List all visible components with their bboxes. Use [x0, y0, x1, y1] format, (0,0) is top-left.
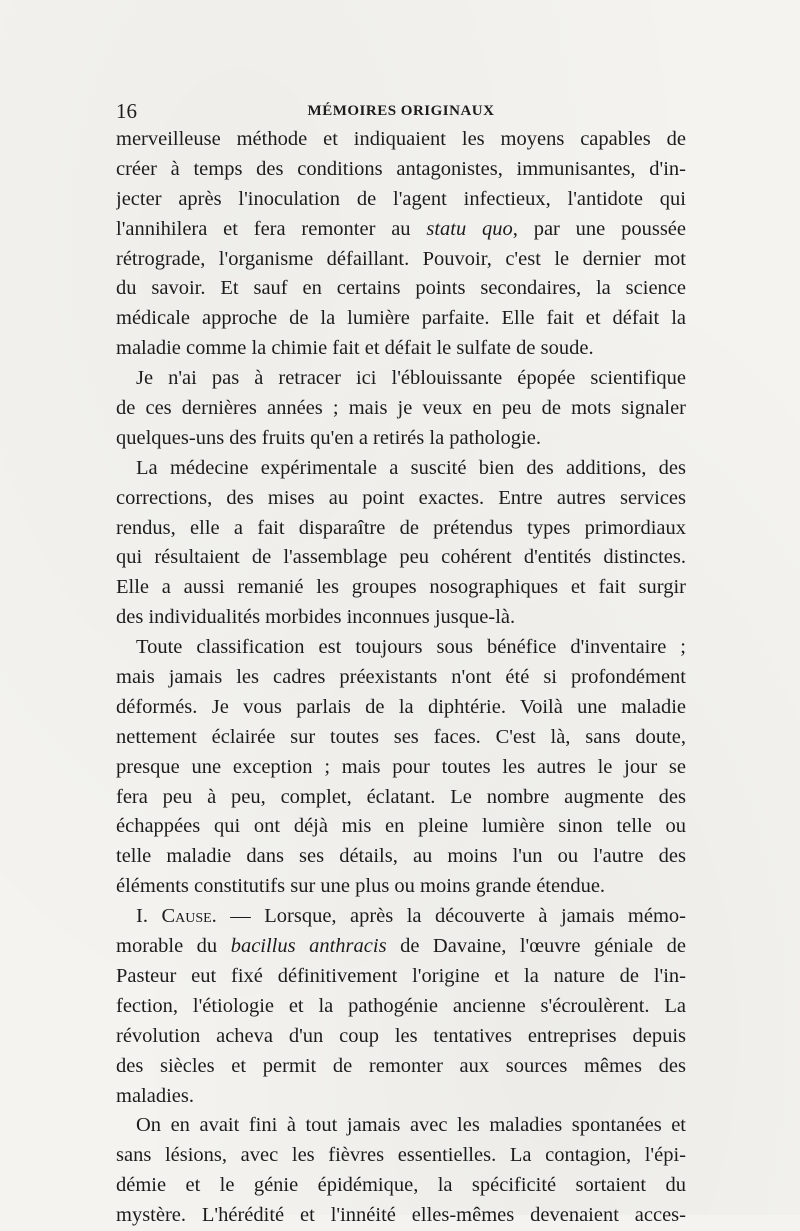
text-line: mais jamais les cadres préexistants n'ont été si profondément — [116, 666, 686, 689]
text-line: maladie comme la chimie fait et défait le sulfate de soude. — [116, 337, 594, 360]
text-line: fera peu à peu, complet, éclatant. Le nombre augmente des — [116, 785, 686, 808]
text-line: qui résultaient de l'assemblage peu cohérent d'entités distinctes. — [116, 546, 686, 569]
page-number: 16 — [116, 99, 137, 123]
text-line: mystère. L'hérédité et l'innéité elles-mêmes devenaient acces- — [116, 1204, 686, 1227]
text-line: Toute classification est toujours sous bénéfice d'inventaire ; — [136, 636, 686, 659]
page-header — [116, 98, 686, 124]
text-line: presque une exception ; mais pour toutes les autres le jour se — [116, 755, 686, 778]
text-line: maladies. — [116, 1084, 194, 1107]
body-text — [116, 125, 686, 1231]
text-line: échappées qui ont déjà mis en pleine lumière sinon telle ou — [116, 815, 686, 838]
text-line: Elle a aussi remanié les groupes nosographiques et fait surgir — [116, 576, 686, 599]
text-line: créer à temps des conditions antagonistes, immunisantes, d'in- — [116, 157, 686, 180]
text-line: sans lésions, avec les fièvres essentielles. La contagion, l'épi- — [116, 1144, 686, 1167]
text-line: merveilleuse méthode et indiquaient les moyens capables de — [116, 128, 686, 150]
running-head: MÉMOIRES ORIGINAUX — [307, 103, 495, 119]
text-line: déformés. Je vous parlais de la diphtérie. Voilà une maladie — [116, 695, 686, 718]
text-line: quelques-uns des fruits qu'en a retirés la pathologie. — [116, 426, 541, 449]
text-line: des individualités morbides inconnues jusque-là. — [116, 606, 516, 629]
text-line: démie et le génie épidémique, la spécificité sortaient du — [116, 1174, 686, 1197]
text-line: du savoir. Et sauf en certains points secondaires, la science — [116, 277, 686, 300]
text-line: révolution acheva d'un coup les tentatives entreprises depuis — [116, 1024, 686, 1047]
text-line: I. Cause. — Lorsque, après la découverte à jamais mémo- — [136, 905, 686, 928]
text-line: La médecine expérimentale a suscité bien des additions, des — [136, 456, 686, 479]
text-line: médicale approche de la lumière parfaite. Elle fait et défait la — [116, 307, 686, 330]
text-line: fection, l'étiologie et la pathogénie ancienne s'écroulèrent. La — [116, 994, 686, 1017]
text-line: éléments constitutifs sur une plus ou moins grande étendue. — [116, 875, 606, 898]
text-line: telle maladie dans ses détails, au moins l'un ou l'autre des — [116, 845, 686, 868]
text-line: nettement éclairée sur toutes ses faces. C'est là, sans doute, — [116, 725, 686, 748]
text-line: de ces dernières années ; mais je veux en peu de mots signaler — [116, 397, 686, 420]
text-line: morable du bacillus anthracis de Davaine, l'œuvre géniale de — [116, 935, 686, 958]
text-line: rendus, elle a fait disparaître de prétendus types primordiaux — [116, 516, 686, 539]
text-line: l'annihilera et fera remonter au statu quo, par une poussée — [116, 217, 686, 240]
text-line: Pasteur eut fixé définitivement l'origine et la nature de l'in- — [116, 964, 686, 987]
text-line: On en avait fini à tout jamais avec les maladies spontanées et — [136, 1114, 686, 1137]
text-line: jecter après l'inoculation de l'agent infectieux, l'antidote qui — [116, 187, 686, 210]
text-line: des siècles et permit de remonter aux sources mêmes des — [116, 1054, 686, 1077]
text-line: Je n'ai pas à retracer ici l'éblouissante épopée scientifique — [136, 367, 686, 390]
text-line: rétrograde, l'organisme défaillant. Pouvoir, c'est le dernier mot — [116, 247, 686, 270]
text-line: corrections, des mises au point exactes. Entre autres services — [116, 486, 686, 509]
